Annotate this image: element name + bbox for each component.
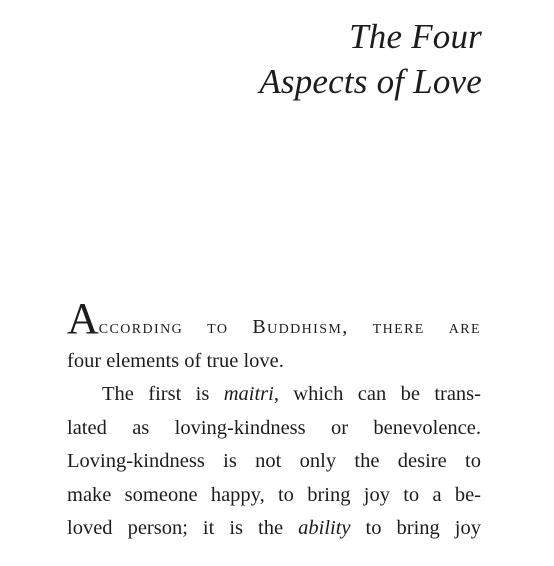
text-run: The first is [102, 383, 224, 405]
text-run: loved person; it is the [67, 517, 299, 539]
paragraph-2-line-5 [67, 512, 481, 546]
paragraph-1-line-1 [67, 294, 481, 345]
drop-cap: A [67, 294, 99, 343]
chapter-body [67, 294, 481, 546]
paragraph-2 [67, 378, 481, 546]
chapter-title [259, 14, 482, 104]
term-maitri: maitri [223, 383, 274, 405]
paragraph-2-line-2: lated as loving-kindness or benevolence. [67, 416, 481, 439]
paragraph-2-line-1 [67, 378, 481, 412]
paragraph-2-line-4: make someone happy, to bring joy to a be- [67, 483, 481, 506]
chapter-title-line-2: Aspects of Love [259, 62, 482, 101]
paragraph-1 [67, 294, 481, 378]
paragraph-1-line-2: four elements of true love. [67, 349, 284, 372]
paragraph-2-line-3: Loving-kindness is not only the desire to [67, 450, 481, 472]
small-caps-opening: ccording to Buddhism, there are [98, 316, 481, 338]
text-run: , which can be trans- [273, 383, 481, 405]
emphasis-ability: ability [298, 517, 351, 539]
text-run: to bring joy [350, 517, 481, 539]
chapter-title-line-1: The Four [349, 17, 482, 56]
